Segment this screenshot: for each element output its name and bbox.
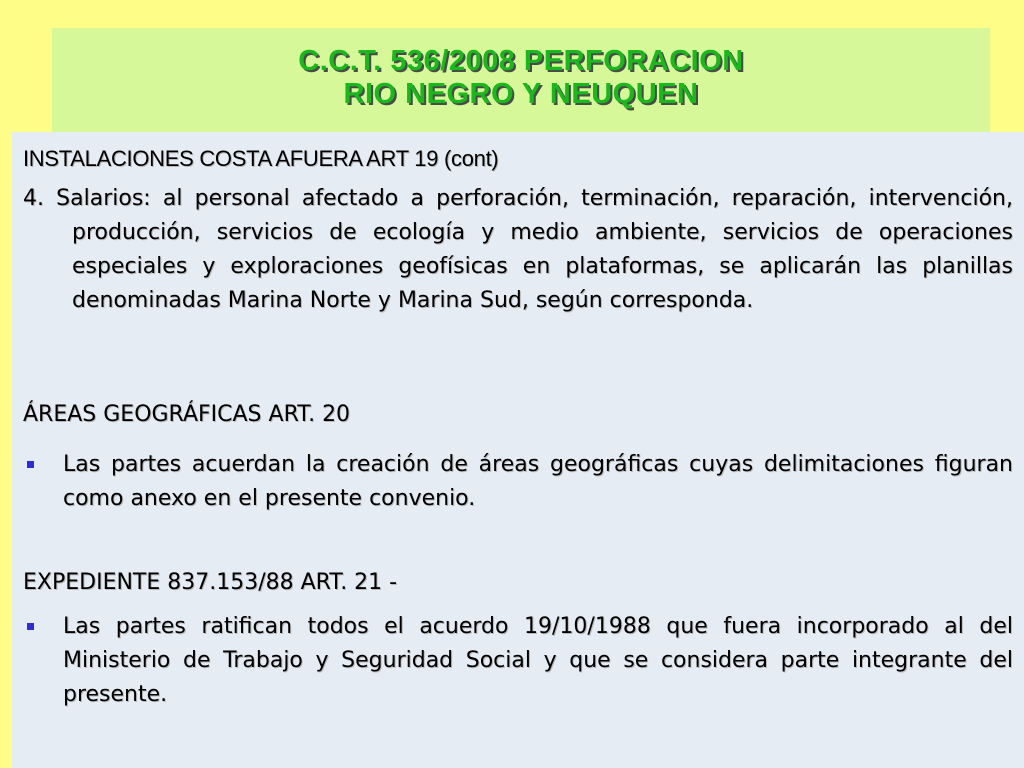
paragraph-salarios: 4. Salarios: al personal afectado a perforación, terminación, reparación, intervención, producción, servicios de ecología y medio ambiente, servicios de operaciones especiales y exploraciones geofísicas en plataformas, se aplicarán las planillas denominadas Marina Norte y Marina Sud, según corresponda. [23,186,1013,313]
square-bullet-icon [27,623,34,630]
heading-expediente: EXPEDIENTE 837.153/88 ART. 21 - [23,570,398,595]
content-box [12,132,1024,768]
list-item-areas [23,448,1013,516]
list-item-expediente [23,610,1013,712]
title-box [52,28,990,132]
title-line-2: RIO NEGRO Y NEUQUEN [343,78,699,110]
square-bullet-icon [27,461,34,468]
bullet-text-areas: Las partes acuerdan la creación de áreas geográficas cuyas delimitaciones figuran como anexo en el presente convenio. [63,452,1013,511]
bullet-text-expediente: Las partes ratifican todos el acuerdo 19/10/1988 que fuera incorporado al del Ministerio de Trabajo y Seguridad Social y que se considera parte integrante del presente. [63,614,1013,707]
heading-installations: INSTALACIONES COSTA AFUERA ART 19 (cont) [23,146,499,171]
title-line-1: C.C.T. 536/2008 PERFORACION [298,45,744,77]
heading-areas: ÁREAS GEOGRÁFICAS ART. 20 [23,402,351,427]
